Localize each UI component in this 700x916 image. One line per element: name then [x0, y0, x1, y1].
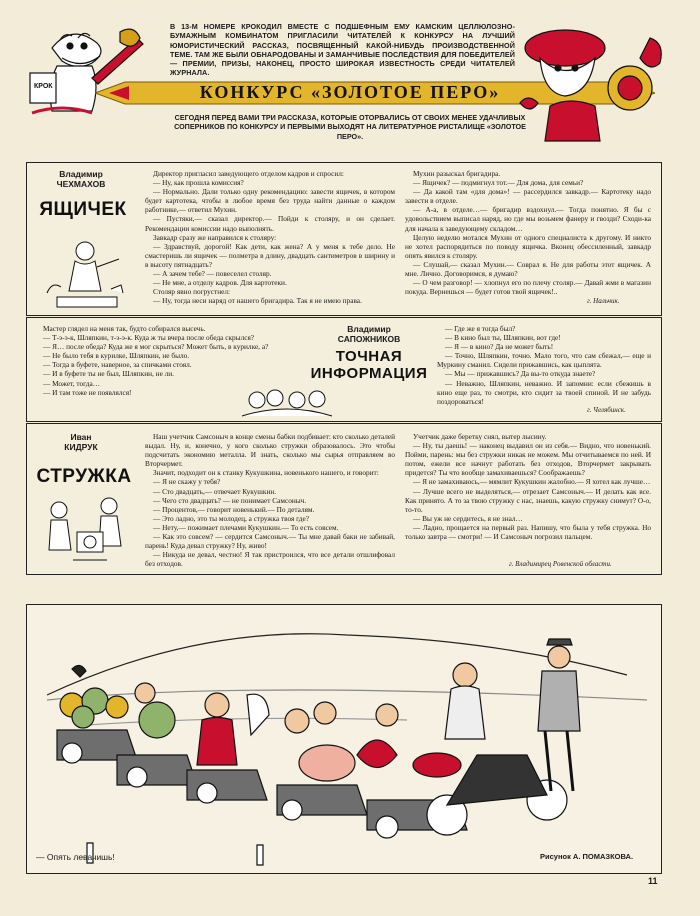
story-paragraph: — И в буфете ты не был, Шляпкин, не ли. — [43, 369, 174, 379]
story-paragraph: — Как это совсем? — сердится Самсоныч.— Ты мне давай баки не забивай, парень! Куда девал стружку? Ну, живо! — [145, 532, 395, 551]
story-paragraph: — Вы уж не сердитесь, я не знал… — [413, 513, 523, 523]
page-number: 11 — [648, 876, 658, 886]
story-column-right — [437, 324, 651, 406]
story-paragraph: — Слушай,— сказал Мухин.— Соврал я. Не для работы этот ящичек. А мне. Лично. Договоримся, я думаю? — [405, 259, 651, 279]
story-paragraph: — Ну, как прошла комиссия? — [153, 178, 244, 188]
story-paragraph: — Я не замахиваюсь,— мямлит Кукушкин жалобно.— Я хотел как лучше… — [413, 477, 651, 487]
author-first-name: Владимир — [347, 324, 391, 334]
story-paragraph: — Нормально. Дали только одну рекомендацию: завести ящичек, в котором будет картотека, чтобы в любое время без труда найти данные о каждом работнике,— ответил Мухин. — [145, 187, 395, 215]
story-signature: г. Владимирец Ровенской области. — [509, 560, 612, 568]
story-title — [309, 348, 429, 382]
story-box-yashchichek — [26, 162, 662, 316]
story-paragraph: — Не было тебя в курилке, Шляпкин, не было. — [43, 351, 190, 361]
story-paragraph: — И там тоже не появлялся! — [43, 387, 132, 397]
contest-header — [0, 0, 700, 155]
story-paragraph: — Никуда не девал, честно! Я так пристроился, что все детали отшлифовал без отходов. — [145, 550, 395, 569]
story-paragraph: — Я… после обеда? Куда же я мог скрыться? Может быть, в курилке, а? — [43, 342, 269, 352]
story-paragraph: — Сто двадцать,— отвечает Кукушкин. — [153, 486, 277, 496]
story-paragraph: — Ну, ты даешь! — наконец выдавил он из себя.— Видно, что новенький. Пойми, парень: мы без стружки никак не можем. Мы отчитываемся по ней. И потом, ежели все начнут работать без отходов, Вторчермет закрывать придется? Ты что вообще замахиваешься? Соображаешь? — [405, 441, 651, 478]
story-paragraph: — А зачем тебе? — повеселел столяр. — [153, 269, 272, 279]
story-paragraph: — Т-э-э-к, Шляпкин, т-э-э-к. Куда ж ты вчера после обеда скрылся? — [43, 333, 255, 343]
author-first-name: Владимир — [59, 169, 103, 179]
cartoon-caption: — Опять левачишь! — [36, 852, 115, 862]
contest-title: КОНКУРС «ЗОЛОТОЕ ПЕРО» — [199, 82, 501, 102]
bouquet-character-illustration — [510, 18, 680, 146]
contest-intro-text: В 13-М НОМЕРЕ КРОКОДИЛ ВМЕСТЕ С ПОДШЕФНЫМ ЕМУ КАМСКИМ ЦЕЛЛЮЛОЗНО-БУМАЖНЫМ КОМБИНАТОМ ПРИГЛАСИЛИ ЧИТАТЕЛЕЙ К КОНКУРСУ НА ЛУЧШИЙ ЮМОРИСТИЧЕСКИЙ РАССКАЗ, ПОСВЯЩЕННЫЙ КАКОЙ-НИБУДЬ ПРОИЗВОДСТВЕННОЙ ТЕМЕ. ТАМ ЖЕ БЫЛИ ОБНАРОДОВАНЫ И ЗАМАНЧИВЫЕ ПОСЛЕДСТВИЯ ДЛЯ ПОБЕДИТЕЛЕЙ — ПРЕМИИ, ПРИЗЫ, НАКОНЕЦ, ПРОСТО ШИРОКАЯ ИЗВЕСТНОСТЬ СРЕДИ ЧИТАТЕЛЕЙ ЖУРНАЛА. — [170, 22, 515, 78]
story-column-right — [405, 432, 651, 541]
story-paragraph: — О чем разговор! — хлопнул его по плечу столяр.— Давай жми в магазин покуда. Вернешься — будет готов твой ящичек!.. — [405, 278, 651, 297]
story-paragraph: — Это ладно, это ты молодец, а стружка твоя где? — [153, 513, 309, 523]
author-last-name: ЧЕХМАХОВ — [56, 179, 106, 189]
crocodile-sign-label: КРОК — [34, 83, 53, 90]
story-paragraph: — Может, тогда… — [43, 378, 100, 388]
motorcycle-convoy-cartoon — [27, 605, 661, 873]
story-paragraph: — Я — в кино? Да не может быть! — [445, 342, 554, 352]
story-paragraph: — Нету,— пожимает плечами Кукушкин.— То есть совсем. — [153, 522, 339, 532]
cartoon-credit: Рисунок А. ПОМАЗКОВА. — [540, 852, 634, 861]
story-title: СТРУЖКА — [36, 466, 132, 487]
story-paragraph: Завкадр сразу же направился к столяру: — [153, 232, 277, 242]
story-paragraph: — А-а, в отделе…— бригадир вздохнул.— Тогда понятно. Я бы с удовольствием выписал наряд, но где мы возьмем фанеру и гвозди? Сходи-ка для начала к заведующему складом… — [405, 205, 651, 233]
story-paragraph: Учетчик даже беретку снял, вытер лысину. — [413, 432, 547, 441]
story-paragraph: — Да какой там «для дома»! — рассердился завкадр.— Картотеку надо завести в отделе. — [405, 187, 651, 206]
story-paragraph: — Где же я тогда был? — [445, 324, 516, 333]
story-signature: г. Челябинск. — [587, 406, 626, 414]
story-paragraph: Столяр явно погрустнел: — [153, 287, 231, 297]
story-paragraph: — Точно, Шляпкин, точно. Мало того, что сам сбежал,— еще и Муркину сманил. Сидели прижавшись, как цыплята. — [437, 351, 651, 370]
cinema-audience-illustration — [237, 386, 337, 418]
story-paragraph: — Ящичек? — подмигнул тот.— Для дома, для семьи? — [413, 178, 584, 188]
story-paragraph: — Ну, тогда неси наряд от нашего бригадира. Так я не имею права. — [153, 296, 362, 306]
carpenter-illustration — [37, 237, 135, 311]
story-author — [35, 432, 127, 452]
author-last-name: САПОЖНИКОВ — [337, 334, 401, 344]
story-paragraph: — Здравствуй, дорогой! Как дети, как жена? А у меня к тебе дело. Не смастеришь ли ящичек — полметра в длину, двадцать сантиметров в ширину и в высоту пятнадцать? — [145, 241, 395, 269]
contest-subintro-text: СЕГОДНЯ ПЕРЕД ВАМИ ТРИ РАССКАЗА, КОТОРЫЕ ОТОРВАЛИСЬ ОТ СВОИХ МЕНЕЕ УДАЧЛИВЫХ СОПЕРНИКОВ ПО КОНКУРСУ И ПЕРВЫМИ ВЫХОДЯТ НА ЛИТЕРАТУРНОЕ РИСТАЛИЩЕ «ЗОЛОТОЕ ПЕРО». — [174, 113, 526, 141]
story-author — [35, 169, 127, 189]
story-box-struzhka — [26, 423, 662, 575]
author-first-name: Иван — [70, 432, 92, 442]
story-paragraph: Директор пригласил заведующего отделом кадров и спросил: — [153, 169, 344, 178]
story-paragraph: — Ладно, прощается на первый раз. Напишу, что была у тебя стружка. Но только завтра — смотри! — И Самсоныч погрозил пальцем. — [405, 522, 651, 542]
story-paragraph: — В кино был ты, Шляпкин, вот где! — [445, 333, 561, 343]
story-paragraph: — Лучше всего не выделяться,— отрезает Самсоныч.— И делать как все. Как принято. А то за твою стружку с нас, знаешь, какую стружку снимут? О-о, то-то. — [405, 486, 651, 514]
crocodile-with-pen-illustration — [22, 18, 162, 128]
story-paragraph: — Я не скажу у тебя? — [153, 477, 221, 487]
story-paragraph: — Тогда в буфете, наверное, за спичками стоял. — [43, 360, 192, 370]
story-title-line: ИНФОРМАЦИЯ — [310, 365, 428, 382]
story-paragraph: — Мы — прижавшись? Да вы-то откуда знаете? — [445, 369, 596, 379]
story-paragraph: Значит, подходит он к станку Кукушкина, новенького нашего, и говорит: — [153, 468, 379, 478]
story-title: ЯЩИЧЕК — [39, 199, 127, 220]
story-paragraph: Наш учетчик Самсоныч в конце смены бабки подбивает: кто сколько деталей выдал. Ну, и, конечно, у кого сколько стружки образовалось. Это чтобы подсчитать экономию металла. И знать, сколько мы сырья отправляем во Вторчермет. — [145, 432, 395, 469]
story-signature: г. Нальчик. — [587, 297, 620, 305]
story-column-left — [145, 432, 395, 568]
story-paragraph: Мухин разыскал бригадира. — [413, 169, 501, 178]
story-paragraph: — Неважно, Шляпкин, неважно. И запомни: если сбежишь в кино еще раз, то смотри, кто сидит за твоей спиной. И не забудь поздороваться! — [437, 378, 651, 406]
story-box-tochnaya-informatsiya — [26, 317, 662, 422]
story-paragraph: — Пустяки,— сказал директор.— Пойди к столяру, и он сделает. Рекомендации комиссии надо выполнять. — [145, 214, 395, 233]
story-column-left — [145, 169, 395, 305]
cartoon-panel — [26, 604, 662, 874]
story-paragraph: — Чего сто двадцать? — не понимает Самсоныч. — [153, 495, 307, 505]
story-paragraph: — Не мне, а отделу кадров. Для картотеки. — [153, 278, 287, 288]
story-title-line: ТОЧНАЯ — [335, 348, 403, 365]
story-paragraph: Мастер глядел на меня так, будто собирался высечь. — [43, 324, 206, 333]
lathe-workers-illustration — [37, 494, 137, 568]
author-last-name: КИДРУК — [64, 442, 98, 452]
story-column-right — [405, 169, 651, 296]
story-author — [309, 324, 429, 344]
story-paragraph: — Процентов,— говорит новенький.— По деталям. — [153, 504, 315, 514]
story-paragraph: Целую неделю мотался Мухин от одного специалиста к другому. И никто не хотел распорядиться по поводу ящичка. Вконец обессиленный, завкадр опять явился к столяру. — [405, 232, 651, 260]
